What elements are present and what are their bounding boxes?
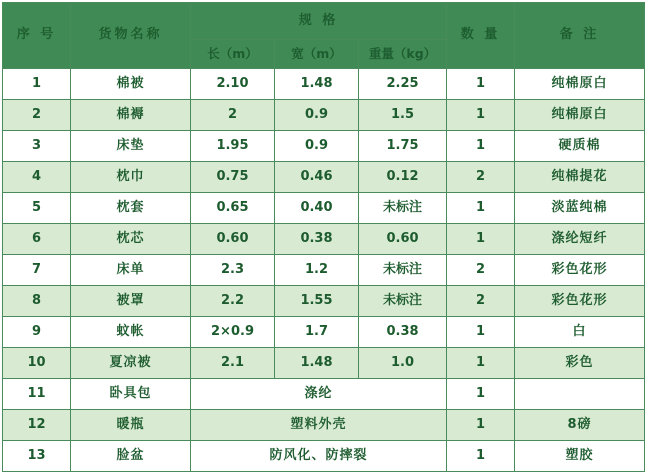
cell-note: 彩色花形 [515,255,645,286]
cell-length: 1.95 [191,131,275,162]
cell-weight: 未标注 [359,255,447,286]
cell-spec-merged: 防风化、防摔裂 [191,441,447,472]
cell-weight: 未标注 [359,286,447,317]
cell-weight: 0.38 [359,317,447,348]
cell-length: 2.1 [191,348,275,379]
cell-seq: 2 [3,100,71,131]
table-row [3,348,645,379]
header-qty: 数 量 [447,3,515,69]
cell-name: 夏凉被 [71,348,191,379]
cell-seq: 10 [3,348,71,379]
cell-seq: 4 [3,162,71,193]
goods-table [2,2,645,472]
header-row-main [3,3,645,40]
goods-table-sheet [0,2,646,472]
table-row [3,224,645,255]
table-row [3,286,645,317]
cell-width: 1.7 [275,317,359,348]
cell-seq: 7 [3,255,71,286]
cell-spec-merged: 涤纶 [191,379,447,410]
header-note: 备 注 [515,3,645,69]
header-length: 长（m） [191,40,275,69]
cell-qty: 2 [447,255,515,286]
page-bottom-clip [0,466,646,472]
cell-qty: 1 [447,441,515,472]
cell-note: 塑胶 [515,441,645,472]
cell-width: 1.55 [275,286,359,317]
cell-note: 纯棉原白 [515,69,645,100]
cell-seq: 12 [3,410,71,441]
cell-qty: 2 [447,162,515,193]
cell-name: 暖瓶 [71,410,191,441]
cell-seq: 8 [3,286,71,317]
cell-name: 被罩 [71,286,191,317]
cell-qty: 1 [447,131,515,162]
cell-note [515,379,645,410]
cell-note: 纯棉原白 [515,100,645,131]
cell-name: 脸盆 [71,441,191,472]
cell-qty: 2 [447,286,515,317]
header-weight: 重量（kg） [359,40,447,69]
cell-note: 淡蓝纯棉 [515,193,645,224]
cell-length: 0.65 [191,193,275,224]
table-row [3,317,645,348]
cell-width: 0.46 [275,162,359,193]
cell-note: 彩色 [515,348,645,379]
table-row [3,69,645,100]
cell-note: 8磅 [515,410,645,441]
cell-length: 2.2 [191,286,275,317]
cell-qty: 1 [447,317,515,348]
cell-qty: 1 [447,348,515,379]
header-name: 货物名称 [71,3,191,69]
cell-qty: 1 [447,69,515,100]
cell-width: 1.48 [275,69,359,100]
table-row [3,379,645,410]
cell-length: 2×0.9 [191,317,275,348]
cell-width: 0.9 [275,100,359,131]
cell-qty: 1 [447,224,515,255]
cell-name: 蚊帐 [71,317,191,348]
table-row [3,131,645,162]
cell-seq: 6 [3,224,71,255]
table-row [3,410,645,441]
cell-note: 白 [515,317,645,348]
header-spec: 规 格 [191,3,447,40]
cell-spec-merged: 塑料外壳 [191,410,447,441]
cell-qty: 1 [447,379,515,410]
cell-weight: 1.0 [359,348,447,379]
cell-weight: 未标注 [359,193,447,224]
table-row [3,100,645,131]
cell-qty: 1 [447,410,515,441]
cell-name: 棉褥 [71,100,191,131]
cell-weight: 0.12 [359,162,447,193]
table-body [3,69,645,472]
cell-width: 0.38 [275,224,359,255]
cell-note: 涤纶短纤 [515,224,645,255]
cell-weight: 2.25 [359,69,447,100]
cell-seq: 11 [3,379,71,410]
cell-qty: 1 [447,193,515,224]
cell-width: 0.9 [275,131,359,162]
cell-name: 卧具包 [71,379,191,410]
table-row [3,162,645,193]
header-width: 宽（m） [275,40,359,69]
cell-length: 2.3 [191,255,275,286]
cell-name: 床单 [71,255,191,286]
cell-width: 0.40 [275,193,359,224]
cell-qty: 1 [447,100,515,131]
cell-seq: 1 [3,69,71,100]
table-header [3,3,645,69]
cell-weight: 0.60 [359,224,447,255]
cell-length: 0.75 [191,162,275,193]
cell-name: 枕芯 [71,224,191,255]
cell-weight: 1.75 [359,131,447,162]
cell-length: 2 [191,100,275,131]
cell-name: 棉被 [71,69,191,100]
cell-length: 2.10 [191,69,275,100]
cell-name: 枕巾 [71,162,191,193]
table-row [3,193,645,224]
cell-seq: 5 [3,193,71,224]
cell-seq: 3 [3,131,71,162]
table-row [3,255,645,286]
cell-note: 彩色花形 [515,286,645,317]
cell-note: 纯棉提花 [515,162,645,193]
cell-name: 枕套 [71,193,191,224]
header-seq: 序 号 [3,3,71,69]
cell-width: 1.48 [275,348,359,379]
cell-name: 床垫 [71,131,191,162]
cell-note: 硬质棉 [515,131,645,162]
cell-length: 0.60 [191,224,275,255]
cell-weight: 1.5 [359,100,447,131]
cell-seq: 13 [3,441,71,472]
cell-width: 1.2 [275,255,359,286]
cell-seq: 9 [3,317,71,348]
